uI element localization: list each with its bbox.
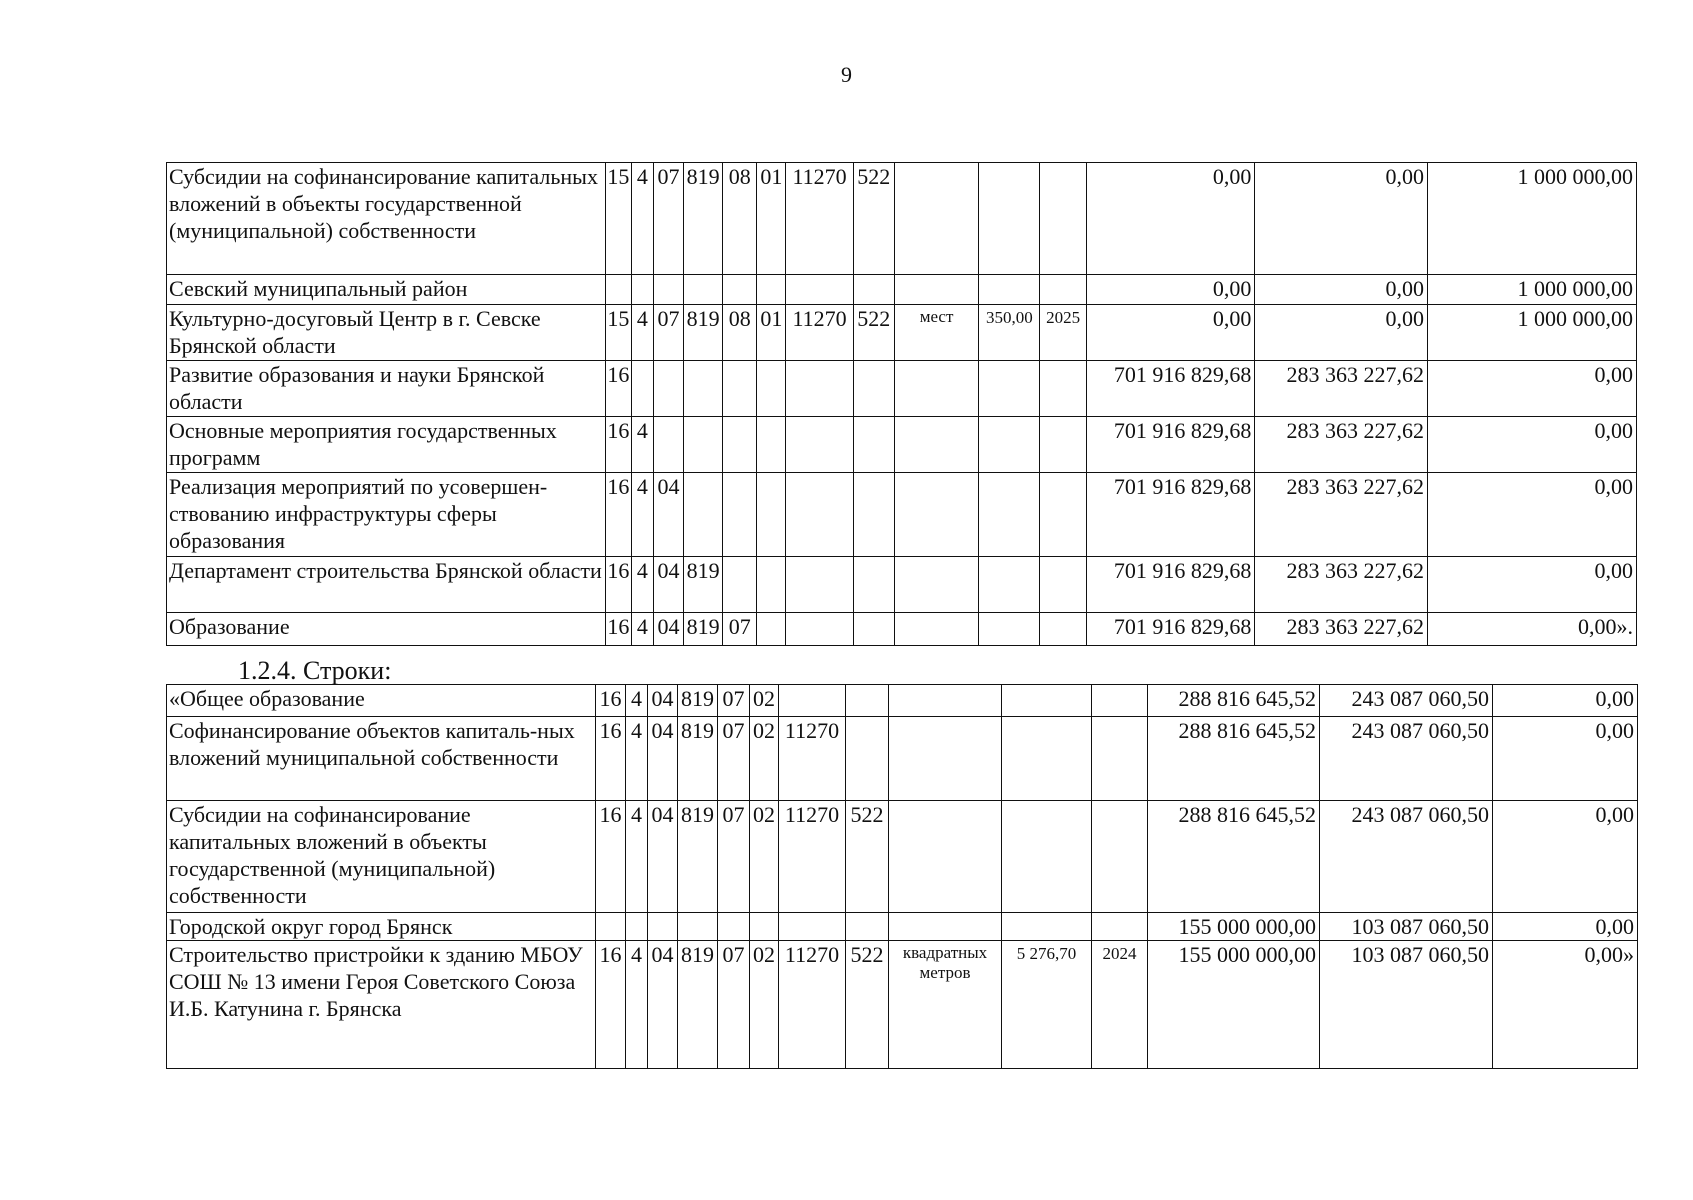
classification-code-cell [853, 557, 894, 613]
classification-code-cell: 15 [605, 163, 631, 275]
row-name: Основные мероприятия государственных программ [167, 417, 606, 473]
classification-code-cell [653, 275, 683, 305]
classification-code-cell: 4 [631, 417, 653, 473]
classification-code-cell [723, 275, 757, 305]
classification-code-cell [648, 913, 678, 941]
amount-cell-3: 0,00 [1428, 361, 1637, 417]
amount-cell-3: 1 000 000,00 [1428, 305, 1637, 361]
amount-cell-2: 283 363 227,62 [1255, 557, 1428, 613]
classification-code-cell [684, 361, 723, 417]
classification-code-cell: 4 [631, 305, 653, 361]
unit-cell [894, 275, 978, 305]
classification-code-cell [853, 275, 894, 305]
classification-code-cell: 4 [626, 685, 648, 717]
amount-cell-3: 1 000 000,00 [1428, 275, 1637, 305]
year-cell: 2025 [1040, 305, 1086, 361]
row-name: Субсидии на софинансирование капитальных вложений в объекты государственной (муниципальной) собственности [167, 801, 596, 913]
classification-code-cell: 07 [653, 305, 683, 361]
amount-cell-2: 0,00 [1255, 163, 1428, 275]
classification-code-cell [853, 613, 894, 646]
amount-cell-3: 0,00». [1428, 613, 1637, 646]
classification-code-cell: 16 [605, 613, 631, 646]
year-cell [1040, 361, 1086, 417]
amount-cell-3: 0,00 [1428, 473, 1637, 557]
amount-cell-1: 0,00 [1086, 163, 1255, 275]
classification-code-cell [779, 685, 846, 717]
classification-code-cell: 08 [723, 163, 757, 275]
unit-cell [894, 613, 978, 646]
classification-code-cell: 4 [631, 163, 653, 275]
table-row [167, 473, 1637, 557]
amount-cell-2: 0,00 [1255, 275, 1428, 305]
classification-code-cell: 16 [605, 473, 631, 557]
unit-cell [894, 557, 978, 613]
classification-code-cell [853, 473, 894, 557]
capacity-cell [979, 417, 1040, 473]
amount-cell-1: 0,00 [1086, 305, 1255, 361]
classification-code-cell: 08 [723, 305, 757, 361]
classification-code-cell [786, 473, 853, 557]
year-cell [1092, 801, 1148, 913]
unit-cell [894, 417, 978, 473]
classification-code-cell: 16 [596, 801, 626, 913]
classification-code-cell: 4 [626, 717, 648, 801]
unit-cell [894, 163, 978, 275]
year-cell [1040, 613, 1086, 646]
classification-code-cell [684, 417, 723, 473]
classification-code-cell [846, 685, 889, 717]
classification-code-cell: 07 [653, 163, 683, 275]
row-name: Развитие образования и науки Брянской области [167, 361, 606, 417]
classification-code-cell [718, 913, 750, 941]
year-cell [1040, 163, 1086, 275]
classification-code-cell: 07 [723, 613, 757, 646]
capacity-cell [1002, 801, 1092, 913]
classification-code-cell [723, 361, 757, 417]
amount-cell-2: 283 363 227,62 [1255, 361, 1428, 417]
amount-cell-2: 283 363 227,62 [1255, 417, 1428, 473]
table-row [167, 557, 1637, 613]
amount-cell-1: 0,00 [1086, 275, 1255, 305]
row-name: Городской округ город Брянск [167, 913, 596, 941]
year-cell [1040, 417, 1086, 473]
table-row [167, 941, 1638, 1069]
classification-code-cell: 522 [853, 163, 894, 275]
classification-code-cell [846, 913, 889, 941]
row-name: Субсидии на софинансирование капитальных вложений в объекты государственной (муниципальной) собственности [167, 163, 606, 275]
classification-code-cell [757, 473, 786, 557]
table-row [167, 305, 1637, 361]
amount-cell-3: 0,00 [1493, 717, 1638, 801]
classification-code-cell: 02 [750, 941, 779, 1069]
classification-code-cell: 522 [846, 801, 889, 913]
row-name: Реализация мероприятий по усовершен-ствованию инфраструктуры сферы образования [167, 473, 606, 557]
amount-cell-1: 701 916 829,68 [1086, 557, 1255, 613]
classification-code-cell: 16 [596, 685, 626, 717]
table-row [167, 361, 1637, 417]
classification-code-cell: 819 [678, 801, 718, 913]
unit-cell: квадратных метров [889, 941, 1002, 1069]
table-row [167, 275, 1637, 305]
classification-code-cell: 04 [648, 801, 678, 913]
classification-code-cell: 07 [718, 801, 750, 913]
classification-code-cell: 11270 [779, 941, 846, 1069]
classification-code-cell [786, 275, 853, 305]
classification-code-cell: 4 [626, 941, 648, 1069]
classification-code-cell: 07 [718, 717, 750, 801]
row-name: Севский муниципальный район [167, 275, 606, 305]
classification-code-cell: 11270 [786, 305, 853, 361]
section-heading: 1.2.4. Строки: [238, 656, 392, 685]
amount-cell-2: 103 087 060,50 [1320, 913, 1493, 941]
year-cell [1040, 275, 1086, 305]
table-row [167, 417, 1637, 473]
classification-code-cell: 02 [750, 717, 779, 801]
classification-code-cell: 819 [678, 941, 718, 1069]
classification-code-cell [786, 557, 853, 613]
year-cell [1092, 717, 1148, 801]
classification-code-cell: 04 [648, 685, 678, 717]
amount-cell-1: 288 816 645,52 [1148, 685, 1320, 717]
page-number: 9 [841, 62, 852, 87]
amount-cell-3: 0,00 [1493, 685, 1638, 717]
row-name: Образование [167, 613, 606, 646]
year-cell [1040, 473, 1086, 557]
classification-code-cell: 4 [626, 801, 648, 913]
classification-code-cell: 01 [757, 305, 786, 361]
amount-cell-3: 1 000 000,00 [1428, 163, 1637, 275]
capacity-cell [979, 557, 1040, 613]
classification-code-cell: 522 [846, 941, 889, 1069]
amount-cell-1: 288 816 645,52 [1148, 801, 1320, 913]
table-row [167, 913, 1638, 941]
capacity-cell [1002, 913, 1092, 941]
classification-code-cell [853, 361, 894, 417]
year-cell: 2024 [1092, 941, 1148, 1069]
classification-code-cell [723, 557, 757, 613]
unit-cell [889, 801, 1002, 913]
amount-cell-2: 243 087 060,50 [1320, 685, 1493, 717]
unit-cell [894, 473, 978, 557]
budget-table-bottom [166, 684, 1638, 1069]
year-cell [1040, 557, 1086, 613]
classification-code-cell: 11270 [779, 801, 846, 913]
classification-code-cell [653, 361, 683, 417]
amount-cell-2: 243 087 060,50 [1320, 717, 1493, 801]
table-row [167, 613, 1637, 646]
year-cell [1092, 685, 1148, 717]
table-row [167, 163, 1637, 275]
classification-code-cell [678, 913, 718, 941]
amount-cell-2: 243 087 060,50 [1320, 801, 1493, 913]
classification-code-cell: 11270 [786, 163, 853, 275]
capacity-cell [1002, 717, 1092, 801]
classification-code-cell: 07 [718, 941, 750, 1069]
row-name: «Общее образование [167, 685, 596, 717]
year-cell [1092, 913, 1148, 941]
classification-code-cell [853, 417, 894, 473]
classification-code-cell: 04 [648, 941, 678, 1069]
classification-code-cell: 819 [684, 305, 723, 361]
amount-cell-2: 103 087 060,50 [1320, 941, 1493, 1069]
classification-code-cell: 4 [631, 613, 653, 646]
classification-code-cell: 04 [648, 717, 678, 801]
classification-code-cell [786, 417, 853, 473]
table-row [167, 801, 1638, 913]
table-row [167, 717, 1638, 801]
classification-code-cell [653, 417, 683, 473]
capacity-cell [979, 163, 1040, 275]
amount-cell-1: 288 816 645,52 [1148, 717, 1320, 801]
capacity-cell [979, 361, 1040, 417]
classification-code-cell: 4 [631, 473, 653, 557]
classification-code-cell [605, 275, 631, 305]
amount-cell-3: 0,00 [1493, 801, 1638, 913]
classification-code-cell [757, 361, 786, 417]
capacity-cell [1002, 685, 1092, 717]
amount-cell-1: 701 916 829,68 [1086, 361, 1255, 417]
amount-cell-1: 701 916 829,68 [1086, 613, 1255, 646]
classification-code-cell [779, 913, 846, 941]
unit-cell [889, 717, 1002, 801]
classification-code-cell [757, 417, 786, 473]
classification-code-cell [684, 275, 723, 305]
unit-cell: мест [894, 305, 978, 361]
classification-code-cell: 04 [653, 557, 683, 613]
classification-code-cell: 04 [653, 473, 683, 557]
row-name: Строительство пристройки к зданию МБОУ СОШ № 13 имени Героя Советского Союза И.Б. Катунина г. Брянска [167, 941, 596, 1069]
capacity-cell [979, 613, 1040, 646]
budget-table-top [166, 162, 1637, 646]
row-name: Софинансирование объектов капиталь-ных вложений муниципальной собственности [167, 717, 596, 801]
amount-cell-1: 701 916 829,68 [1086, 417, 1255, 473]
classification-code-cell: 4 [631, 557, 653, 613]
classification-code-cell: 819 [684, 163, 723, 275]
capacity-cell [979, 275, 1040, 305]
unit-cell [889, 913, 1002, 941]
classification-code-cell: 819 [678, 717, 718, 801]
classification-code-cell [786, 613, 853, 646]
unit-cell [894, 361, 978, 417]
row-name: Департамент строительства Брянской области [167, 557, 606, 613]
amount-cell-1: 701 916 829,68 [1086, 473, 1255, 557]
classification-code-cell: 02 [750, 685, 779, 717]
classification-code-cell [723, 417, 757, 473]
amount-cell-3: 0,00 [1428, 557, 1637, 613]
classification-code-cell [626, 913, 648, 941]
unit-cell [889, 685, 1002, 717]
amount-cell-2: 283 363 227,62 [1255, 613, 1428, 646]
row-name: Культурно-досуговый Центр в г. Севске Брянской области [167, 305, 606, 361]
classification-code-cell [596, 913, 626, 941]
classification-code-cell: 01 [757, 163, 786, 275]
capacity-cell: 350,00 [979, 305, 1040, 361]
classification-code-cell: 02 [750, 801, 779, 913]
classification-code-cell [684, 473, 723, 557]
capacity-cell: 5 276,70 [1002, 941, 1092, 1069]
capacity-cell [979, 473, 1040, 557]
classification-code-cell [750, 913, 779, 941]
classification-code-cell [631, 361, 653, 417]
classification-code-cell: 11270 [779, 717, 846, 801]
classification-code-cell [631, 275, 653, 305]
classification-code-cell: 04 [653, 613, 683, 646]
classification-code-cell: 819 [684, 613, 723, 646]
classification-code-cell: 819 [684, 557, 723, 613]
table-row [167, 685, 1638, 717]
classification-code-cell: 16 [605, 557, 631, 613]
amount-cell-2: 283 363 227,62 [1255, 473, 1428, 557]
classification-code-cell: 15 [605, 305, 631, 361]
amount-cell-1: 155 000 000,00 [1148, 913, 1320, 941]
classification-code-cell: 16 [605, 417, 631, 473]
classification-code-cell: 16 [596, 941, 626, 1069]
classification-code-cell: 522 [853, 305, 894, 361]
classification-code-cell: 16 [605, 361, 631, 417]
amount-cell-3: 0,00» [1493, 941, 1638, 1069]
classification-code-cell: 819 [678, 685, 718, 717]
amount-cell-3: 0,00 [1428, 417, 1637, 473]
classification-code-cell [757, 557, 786, 613]
classification-code-cell [757, 613, 786, 646]
classification-code-cell [786, 361, 853, 417]
amount-cell-1: 155 000 000,00 [1148, 941, 1320, 1069]
amount-cell-2: 0,00 [1255, 305, 1428, 361]
classification-code-cell [757, 275, 786, 305]
amount-cell-3: 0,00 [1493, 913, 1638, 941]
classification-code-cell [846, 717, 889, 801]
classification-code-cell: 07 [718, 685, 750, 717]
classification-code-cell: 16 [596, 717, 626, 801]
classification-code-cell [723, 473, 757, 557]
